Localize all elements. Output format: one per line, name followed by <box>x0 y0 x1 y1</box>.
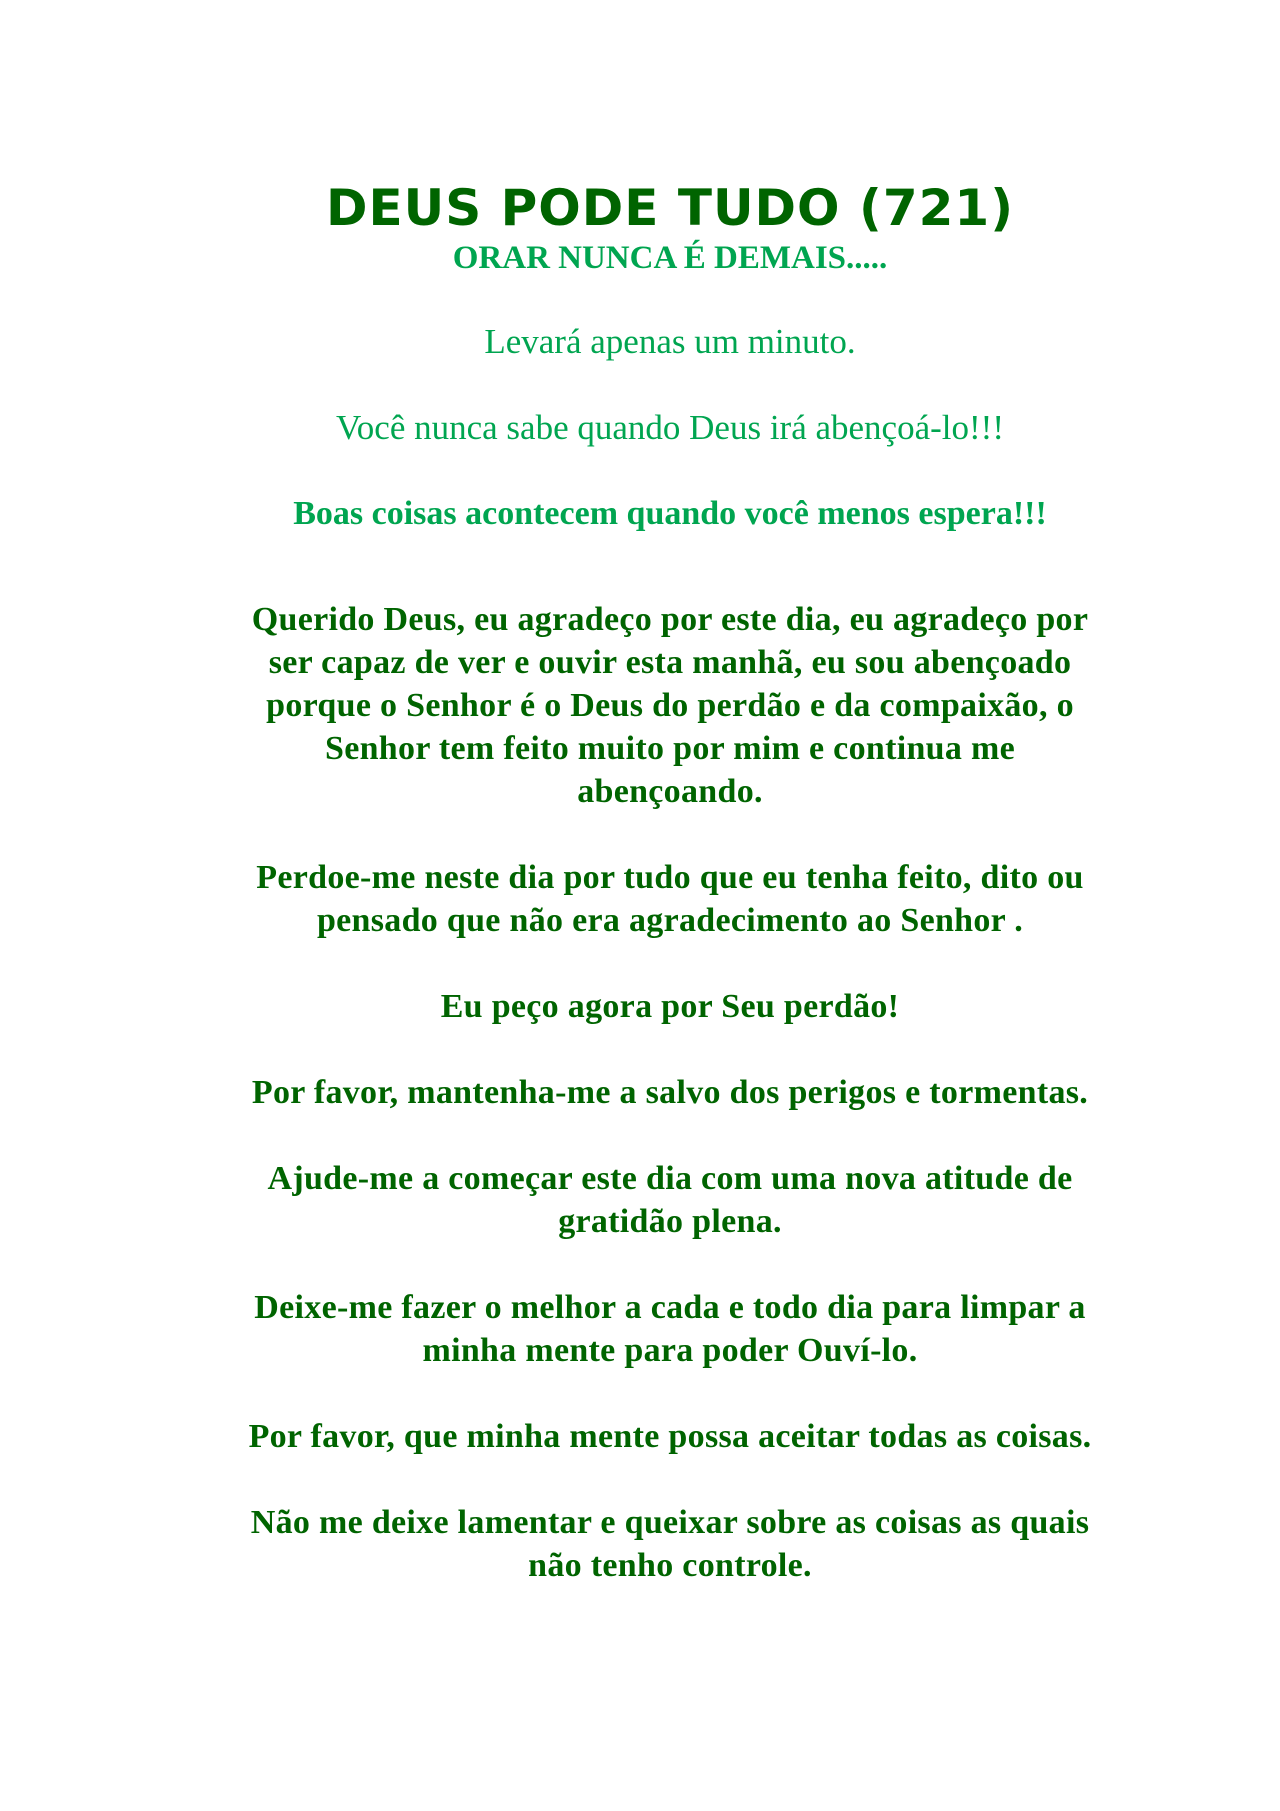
prayer-line: porque o Senhor é o Deus do perdão e da compaixão, o <box>266 687 1074 724</box>
prayer-line: não tenho controle. <box>528 1547 812 1584</box>
prayer-line: Eu peço agora por Seu perdão! <box>440 988 900 1025</box>
prayer-line: Ajude-me a começar este dia com uma nova atitude de <box>267 1160 1073 1197</box>
prayer-line: Por favor, que minha mente possa aceitar todas as coisas. <box>248 1418 1092 1455</box>
prayer-paragraph <box>180 856 1160 942</box>
prayer-line: abençoando. <box>577 773 763 810</box>
prayer-line: minha mente para poder Ouví-lo. <box>422 1332 918 1369</box>
prayer-line: Querido Deus, eu agradeço por este dia, eu agradeço por <box>251 601 1089 638</box>
intro-line: Você nunca sabe quando Deus irá abençoá-lo!!! <box>336 408 1004 447</box>
prayer-line: Por favor, mantenha-me a salvo dos perigos e tormentas. <box>251 1074 1089 1111</box>
prayer-line: ser capaz de ver e ouvir esta manhã, eu sou abençoado <box>268 644 1072 681</box>
prayer-paragraph <box>180 1415 1160 1458</box>
prayer-line: pensado que não era agradecimento ao Senhor . <box>316 902 1024 939</box>
prayer-paragraph <box>180 1286 1160 1372</box>
prayer-paragraph <box>180 1157 1160 1243</box>
prayer-line: gratidão plena. <box>558 1203 782 1240</box>
prayer-paragraph <box>180 598 1160 813</box>
prayer-line: Senhor tem feito muito por mim e continua me <box>325 730 1015 767</box>
intro-line: Levará apenas um minuto. <box>484 322 856 361</box>
document-title: DEUS PODE TUDO (721) <box>325 179 1015 237</box>
document-subtitle: ORAR NUNCA É DEMAIS..... <box>452 240 888 276</box>
prayer-paragraph <box>180 1501 1160 1587</box>
prayer-line: Perdoe-me neste dia por tudo que eu tenha feito, dito ou <box>256 859 1084 896</box>
document-body <box>180 178 1160 1587</box>
highlight-line: Boas coisas acontecem quando você menos espera!!! <box>293 495 1047 532</box>
prayer-paragraph <box>180 1071 1160 1114</box>
prayer-paragraph <box>180 985 1160 1028</box>
prayer-line: Não me deixe lamentar e queixar sobre as coisas as quais <box>250 1504 1090 1541</box>
prayer-line: Deixe-me fazer o melhor a cada e todo dia para limpar a <box>254 1289 1086 1326</box>
